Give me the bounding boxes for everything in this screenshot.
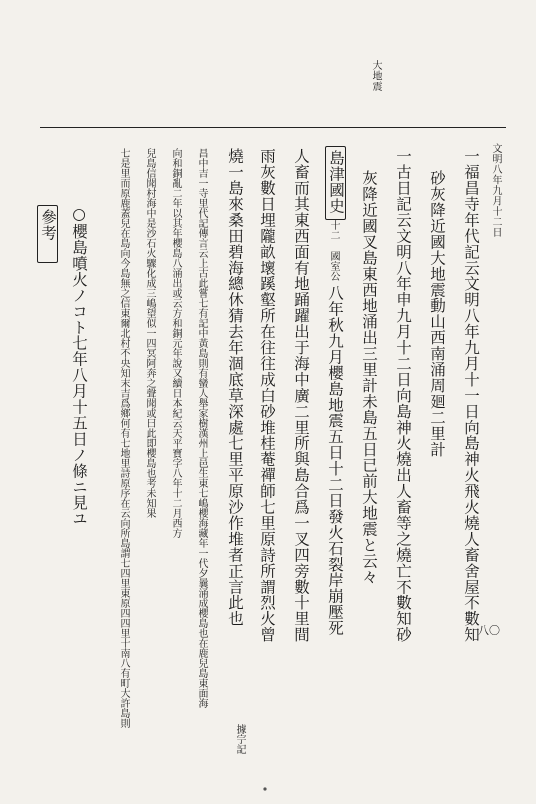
entry-fukushoji-chronicle-cont: 砂灰降近國大地震動山西南涌周廻二里計 bbox=[428, 170, 446, 458]
reference-entry-sakurajima: ○櫻島噴火ノコト七年八月十五日ノ條ニ見ユ bbox=[70, 205, 88, 527]
entry-old-diary: 一古日記云文明八年申九月十二日向島神火燒出人畜等之燒亡不數知砂 bbox=[394, 148, 412, 643]
entry-shimazu-kokushi-cont-3: 燒一島來桑田碧海總休猜去年涸底草深處七里平原沙作堆者正言此也 bbox=[226, 148, 244, 627]
entry-fukushoji-chronicle: 一福昌寺年代記云文明八年九月十一日向島神火飛火燒人畜舍屋不數知 bbox=[462, 148, 480, 643]
citation-note: 據𡧃記 bbox=[234, 724, 245, 754]
page-number: 八〇 bbox=[478, 624, 500, 637]
commentary-line-3: 兒島信聞村海中是沙石火驟化成三嶋望似一四冥阿奔之聲聞或曰此即櫻島也考未知果 bbox=[144, 148, 155, 518]
print-speck-icon bbox=[262, 786, 268, 792]
commentary-line-4: 七是里而原鹿蓋兒在島向今島無之信東爾北村不央知末吉爲鄉何有七地里詩原序在云向所島謂七四里東原四四里十南八有町大許島則 bbox=[118, 148, 129, 728]
entry-old-diary-cont: 灰降近國叉島東西地涌出三里計未島五日已前大地震と云々 bbox=[360, 170, 378, 585]
entry-shimazu-kokushi: 八年秋九月櫻島地震五日十二日發火石裂岸崩壓死 bbox=[326, 285, 344, 636]
running-title: 大地震 bbox=[370, 60, 381, 92]
entry-shimazu-kokushi-cont-2: 雨灰數日埋隴畝壞蹊壑所在往往成白砂堆桂菴禪師七里原詩所謂烈火曾 bbox=[258, 148, 276, 643]
date-label: 文明八年九月十二日 bbox=[490, 143, 501, 238]
commentary-line-1: 昌中吉一寺里代記傳言云上古此嘗七有記中黃島則有蠻人舉家樹漢州上邑生東七嶋櫻海藏年一代夕曩涌成櫻島也在鹿兒島東面海 bbox=[196, 148, 207, 708]
source-heading-shimazu-kokushi: 島津國史 bbox=[325, 146, 347, 220]
commentary-line-2: 向和銅亂二年以其年櫻島八涌出或云方和銅元年說又續日本紀云天平寶字八年十二月西方 bbox=[170, 148, 181, 538]
source-note-kokushitsu: 十二 國室公 bbox=[328, 220, 339, 281]
header-rule bbox=[40, 127, 506, 128]
reference-heading: 參考 bbox=[37, 205, 59, 263]
entry-shimazu-kokushi-cont-1: 人畜而其東西面有地踊躍出于海中廣二里所與島合爲一叉四旁數十里間 bbox=[292, 148, 310, 643]
